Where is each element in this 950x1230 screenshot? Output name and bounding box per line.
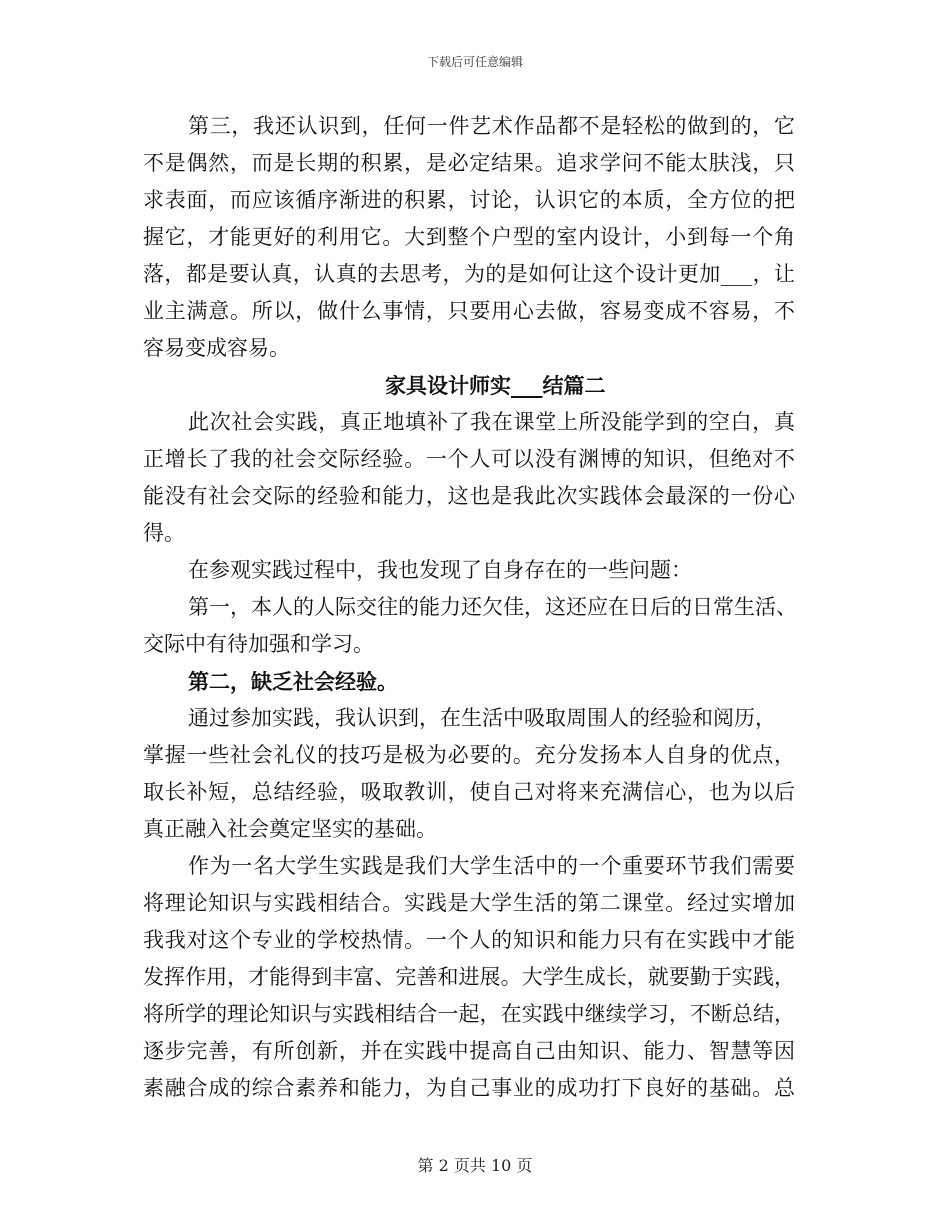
text-line: 素融合成的综合素养和能力，为自己事业的成功打下良好的基础。总	[143, 1076, 795, 1100]
text-line: 真正融入社会奠定坚实的基础。	[143, 817, 437, 841]
text-line: 在参观实践过程中，我也发现了自身存在的一些问题：	[188, 558, 692, 582]
bold-point-heading: 第二，缺乏社会经验。	[188, 669, 398, 694]
text-line: 握它，才能更好的利用它。大到整个户型的室内设计，小到每一个角	[143, 225, 795, 249]
text-line: 交际中有待加强和学习。	[143, 632, 374, 656]
text-line: 我我对这个专业的学校热情。一个人的知识和能力只有在实践中才能	[143, 928, 795, 952]
text-line: 第三，我还认识到，任何一件艺术作品都不是轻松的做到的，它	[188, 114, 795, 138]
text-line: 作为一名大学生实践是我们大学生活中的一个重要环节我们需要	[188, 854, 795, 878]
section-title: 家具设计师实___结篇二	[385, 373, 606, 398]
text-line: 通过参加实践，我认识到，在生活中吸取周围人的经验和阅历，	[188, 706, 776, 730]
text-line: 将理论知识与实践相结合。实践是大学生活的第二课堂。经过实增加	[143, 891, 795, 915]
text-line: 容易变成容易。	[143, 336, 290, 360]
text-line: 正增长了我的社会交际经验。一个人可以没有渊博的知识，但绝对不	[143, 447, 795, 471]
text-line: 求表面，而应该循序渐进的积累，讨论，认识它的本质，全方位的把	[143, 188, 795, 212]
text-line: 掌握一些社会礼仪的技巧是极为必要的。充分发扬本人自身的优点，	[143, 743, 795, 767]
document-body	[143, 108, 795, 1107]
text-line: 业主满意。所以，做什么事情，只要用心去做，容易变成不容易，不	[143, 299, 795, 323]
text-line: 逐步完善，有所创新，并在实践中提高自己由知识、能力、智慧等因	[143, 1039, 795, 1063]
text-line: 得。	[143, 521, 185, 545]
text-line: 取长补短，总结经验，吸取教训，使自己对将来充满信心，也为以后	[143, 780, 795, 804]
text-line: 发挥作用，才能得到丰富、完善和进展。大学生成长，就要勤于实践，	[143, 965, 795, 989]
text-line: 不是偶然，而是长期的积累，是必定结果。追求学问不能太肤浅，只	[143, 151, 795, 175]
page-header-note: 下载后可任意编辑	[426, 55, 523, 69]
text-line: 第一，本人的人际交往的能力还欠佳，这还应在日后的日常生活、	[188, 595, 797, 619]
text-line: 落，都是要认真，认真的去思考，为的是如何让这个设计更加___，让	[143, 262, 795, 286]
text-line: 将所学的理论知识与实践相结合一起，在实践中继续学习，不断总结，	[143, 1002, 795, 1026]
text-line: 能没有社会交际的经验和能力，这也是我此次实践体会最深的一份心	[143, 484, 795, 508]
text-line: 此次社会实践，真正地填补了我在课堂上所没能学到的空白，真	[188, 410, 795, 434]
page-number-footer: 第 2 页共 10 页	[417, 1156, 533, 1175]
